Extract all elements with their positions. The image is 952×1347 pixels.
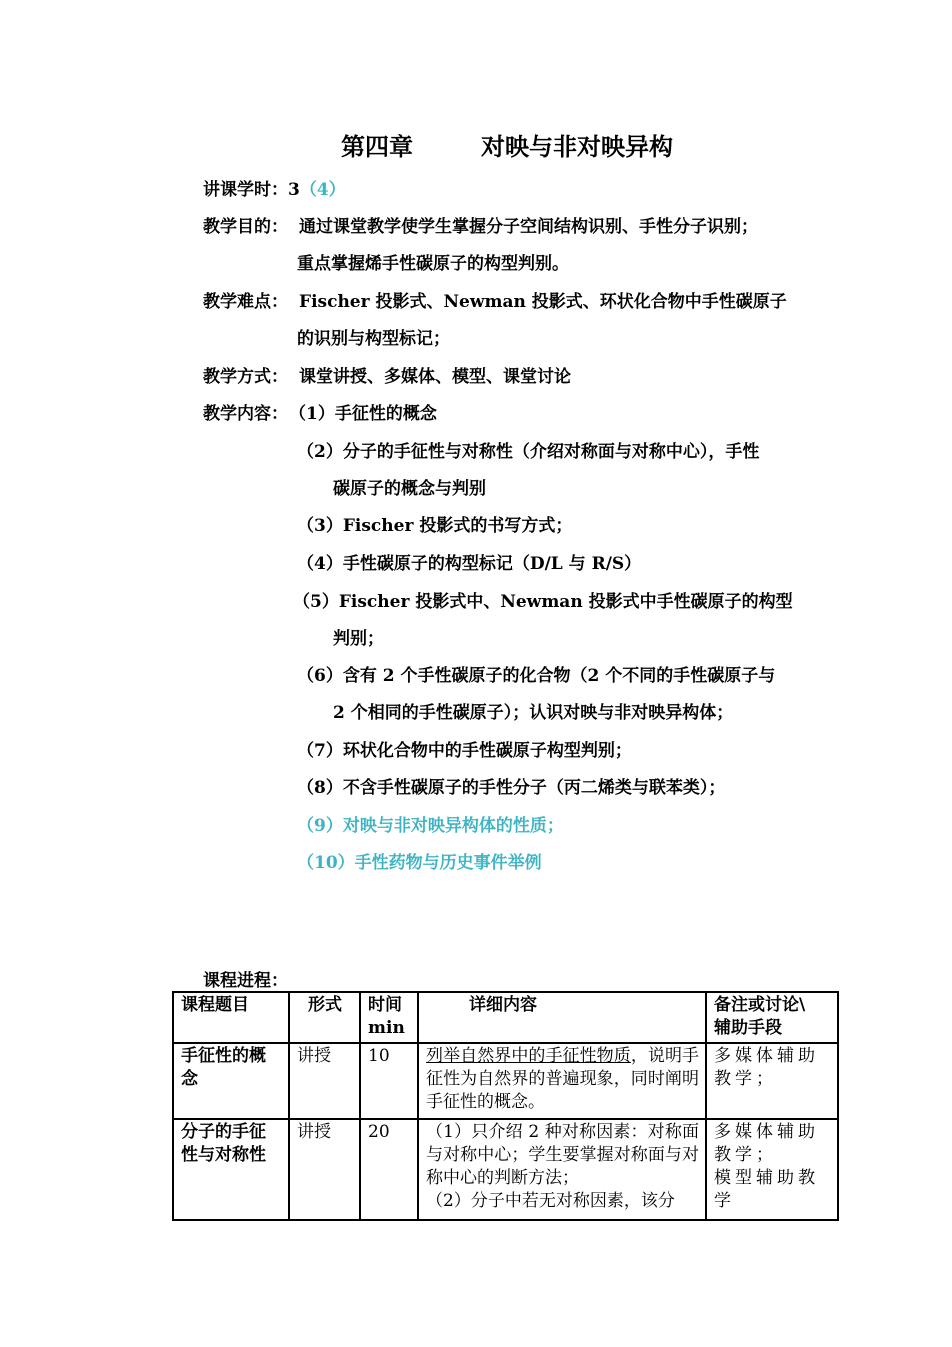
content-item-6-cont: 2 个相同的手性碳原子）；认识对映与非对映异构体； <box>333 703 734 723</box>
row-1-topic: 手征性的概念 <box>173 1043 289 1119</box>
row-2-notes <box>706 1119 838 1220</box>
header-notes <box>706 992 838 1043</box>
hours-label: 讲课学时： <box>203 180 288 200</box>
hours-extra: （4） <box>299 180 346 200</box>
row-1-detail-rest: ，说明手征性为自然界的普遍现象，同时阐明手征性的概念。 <box>426 1046 700 1112</box>
method-value: 课堂讲授、多媒体、模型、课堂讨论 <box>299 367 571 387</box>
row-1-time: 10 <box>360 1043 418 1119</box>
content-item-8: （8）不含手性碳原子的手性分子（丙二烯类与联苯类）； <box>297 778 726 798</box>
schedule-table <box>172 991 839 1221</box>
row-1-detail <box>418 1043 706 1119</box>
header-detail: 详细内容 <box>418 992 706 1043</box>
content-item-2: （2）分子的手征性与对称性（介绍对称面与对称中心），手性 <box>297 442 760 462</box>
content-item-3: （3）Fischer 投影式的书写方式； <box>297 516 573 536</box>
purpose-label: 教学目的： <box>203 217 288 237</box>
header-time-line-1: 时间 <box>368 995 402 1015</box>
hours-value: 3 <box>288 180 300 200</box>
difficulty-line-1: Fischer 投影式、Newman 投影式、环状化合物中手性碳原子 <box>299 292 787 312</box>
content-item-2-cont: 碳原子的概念与判别 <box>333 479 486 499</box>
method-label: 教学方式： <box>203 367 288 387</box>
purpose-line-1: 通过课堂教学使学生掌握分子空间结构识别、手性分子识别； <box>299 217 758 237</box>
row-1-notes: 多媒体辅助教学； <box>706 1043 838 1119</box>
schedule-label: 课程进程： <box>203 971 288 991</box>
row-2-topic: 分子的手征性与对称性 <box>173 1119 289 1220</box>
header-time <box>360 992 418 1043</box>
hours-row <box>203 175 346 200</box>
content-label: 教学内容： <box>203 404 288 424</box>
table-header-row <box>173 992 838 1043</box>
content-item-4: （4）手性碳原子的构型标记（D/L 与 R/S） <box>297 554 642 574</box>
difficulty-line-2: 的识别与构型标记； <box>297 329 450 349</box>
row-2-detail-part-1: （1）只介绍 2 种对称因素：对称面与对称中心；学生要掌握对称面与对称中心的判断方法； <box>426 1122 699 1188</box>
content-item-1: （1）手征性的概念 <box>289 404 437 424</box>
row-2-time: 20 <box>360 1119 418 1220</box>
table-row <box>173 1119 838 1220</box>
row-2-detail-part-2: （2）分子中若无对称因素，该分 <box>426 1191 675 1211</box>
difficulty-label: 教学难点： <box>203 292 288 312</box>
content-item-6: （6）含有 2 个手性碳原子的化合物（2 个不同的手性碳原子与 <box>297 666 776 686</box>
chapter-title: 对映与非对映异构 <box>481 132 673 161</box>
content-item-5: （5）Fischer 投影式中、Newman 投影式中手性碳原子的构型 <box>293 592 793 612</box>
row-2-detail <box>418 1119 706 1220</box>
row-2-form: 讲授 <box>289 1119 360 1220</box>
table-row <box>173 1043 838 1119</box>
content-item-10: （10）手性药物与历史事件举例 <box>297 853 542 873</box>
content-item-9: （9）对映与非对映异构体的性质； <box>297 816 564 836</box>
header-notes-line-2: 辅助手段 <box>714 1018 782 1038</box>
header-topic: 课程题目 <box>173 992 289 1043</box>
header-form: 形式 <box>289 992 360 1043</box>
row-1-form: 讲授 <box>289 1043 360 1119</box>
row-2-notes-line-1: 多媒体辅助教学； <box>714 1122 819 1165</box>
header-notes-line-1: 备注或讨论\ <box>714 995 806 1015</box>
row-1-detail-underlined: 列举自然界中的手征性物质 <box>426 1046 631 1066</box>
row-2-notes-line-2: 模型辅助教学 <box>714 1168 819 1211</box>
header-time-line-2: min <box>368 1018 405 1038</box>
chapter-number: 第四章 <box>341 132 413 161</box>
purpose-line-2: 重点掌握烯手性碳原子的构型判别。 <box>297 254 569 274</box>
content-item-5-cont: 判别； <box>333 629 384 649</box>
content-item-7: （7）环状化合物中的手性碳原子构型判别； <box>297 741 632 761</box>
